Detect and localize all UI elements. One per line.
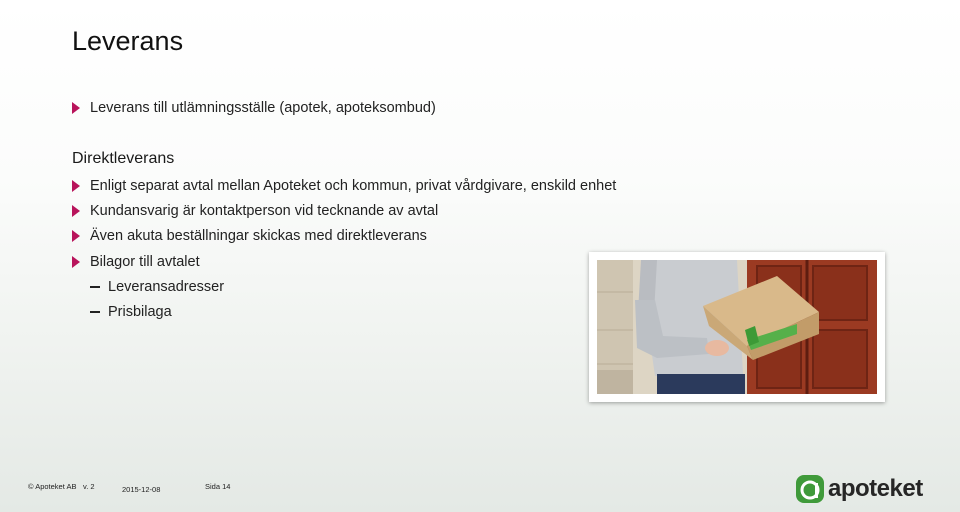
logo-wordmark: apoteket	[828, 475, 923, 502]
bullet-text: Leverans till utlämningsställe (apotek, apoteksombud)	[90, 100, 436, 116]
footer-date: 2015-12-08	[122, 485, 161, 494]
slide-title: Leverans	[72, 26, 184, 56]
bullet-item	[72, 175, 616, 197]
bullet-text: Bilagor till avtalet	[90, 254, 200, 270]
section-heading: Direktleverans	[72, 150, 175, 167]
delivery-photo	[589, 252, 885, 402]
dash-icon	[90, 311, 100, 313]
sub-bullet-text: Leveransadresser	[108, 279, 225, 295]
dash-icon	[90, 286, 100, 288]
apoteket-logo	[796, 474, 923, 504]
bullet-text: Även akuta beställningar skickas med direktleverans	[90, 228, 427, 244]
bullet-item	[72, 225, 427, 247]
bullet-arrow-icon	[72, 102, 80, 114]
sub-bullet-text: Prisbilaga	[108, 304, 172, 320]
bullet-item	[72, 251, 200, 273]
apoteket-logo-icon	[796, 475, 824, 503]
sub-bullet-item	[90, 301, 172, 323]
bullet-text: Kundansvarig är kontaktperson vid tecknande av avtal	[90, 203, 439, 219]
sub-bullet-item	[90, 276, 224, 298]
bullet-arrow-icon	[72, 205, 80, 217]
bullet-arrow-icon	[72, 256, 80, 268]
bullet-arrow-icon	[72, 230, 80, 242]
bullet-item	[72, 97, 436, 119]
delivery-photo-illustration	[597, 260, 877, 394]
bullet-item	[72, 200, 438, 222]
footer-page-number: Sida 14	[205, 482, 231, 491]
bullet-text: Enligt separat avtal mellan Apoteket och kommun, privat vårdgivare, enskild enhet	[90, 178, 617, 194]
footer-copyright: © Apoteket AB	[28, 482, 77, 491]
footer-version: v. 2	[83, 482, 95, 491]
bullet-arrow-icon	[72, 180, 80, 192]
